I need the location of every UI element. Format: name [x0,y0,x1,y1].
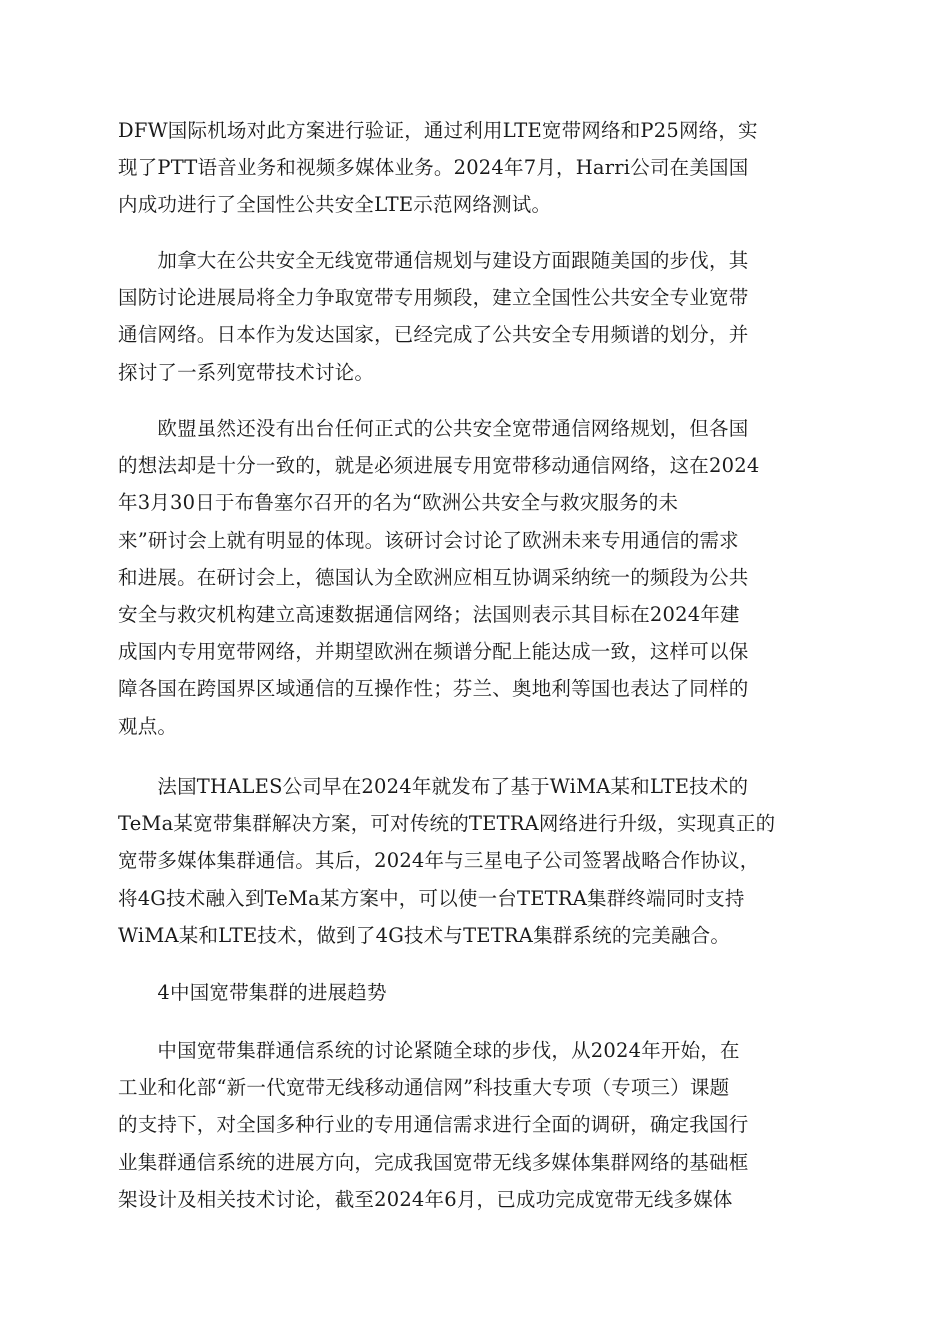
text-line: DFW国际机场对此方案进行验证，通过利用LTE宽带网络和P25网络，实 [118,119,758,142]
text-line: 中国宽带集群通信系统的讨论紧随全球的步伐，从2024年开始，在 [118,1039,740,1062]
text-line: 欧盟虽然还没有出台任何正式的公共安全宽带通信网络规划，但各国 [118,417,749,440]
text-line: 年3月30日于布鲁塞尔召开的名为“欧洲公共安全与救灾服务的未 [118,491,679,515]
text-line: 业集群通信系统的进展方向，完成我国宽带无线多媒体集群网络的基础框 [118,1150,749,1174]
text-line: WiMA某和LTE技术，做到了4G技术与TETRA集群系统的完美融合。 [118,923,731,947]
text-line: 宽带多媒体集群通信。其后，2024年与三星电子公司签署战略合作协议， [118,849,760,873]
section-heading [118,974,836,1011]
text-line: 加拿大在公共安全无线宽带通信规划与建设方面跟随美国的步伐，其 [118,249,749,272]
text-line: 工业和化部“新一代宽带无线移动通信网”科技重大专项（专项三）课题 [118,1076,730,1100]
text-line: 探讨了一系列宽带技术讨论。 [118,360,375,384]
text-line: 国防讨论进展局将全力争取宽带专用频段，建立全国性公共安全专业宽带 [118,286,749,310]
text-line: 成国内专用宽带网络，并期望欧洲在频谱分配上能达成一致，这样可以保 [118,640,749,664]
paragraph-2 [118,242,836,391]
text-line: 安全与救灾机构建立高速数据通信网络；法国则表示其目标在2024年建 [118,602,740,626]
text-line: 的想法却是十分一致的，就是必须进展专用宽带移动通信网络，这在2024 [118,454,760,478]
paragraph-3 [118,410,836,745]
text-line: 架设计及相关技术讨论，截至2024年6月，已成功完成宽带无线多媒体 [118,1187,733,1211]
text-line: 通信网络。日本作为发达国家，已经完成了公共安全专用频谱的划分，并 [118,323,749,347]
text-line: 的支持下，对全国多种行业的专用通信需求进行全面的调研，确定我国行 [118,1113,749,1137]
text-line: 观点。 [118,714,178,738]
text-line: 法国THALES公司早在2024年就发布了基于WiMA某和LTE技术的 [118,775,749,798]
paragraph-1 [118,112,836,224]
text-line: 来”研讨会上就有明显的体现。该研讨会讨论了欧洲未来专用通信的需求 [118,528,739,552]
text-line: 和进展。在研讨会上，德国认为全欧洲应相互协调采纳统一的频段为公共 [118,565,749,589]
paragraph-5 [118,1032,836,1218]
text-line: 将4G技术融入到TeMa某方案中，可以使一台TETRA集群终端同时支持 [118,886,745,910]
heading-line: 4中国宽带集群的进展趋势 [118,981,387,1004]
paragraph-4 [118,768,836,954]
text-line: 内成功进行了全国性公共安全LTE示范网络测试。 [118,193,552,217]
text-line: TeMa某宽带集群解决方案，可对传统的TETRA网络进行升级，实现真正的 [118,812,776,836]
text-line: 障各国在跨国界区域通信的互操作性；芬兰、奥地利等国也表达了同样的 [118,677,749,701]
text-line: 现了PTT语音业务和视频多媒体业务。2024年7月，Harri公司在美国国 [118,156,749,180]
